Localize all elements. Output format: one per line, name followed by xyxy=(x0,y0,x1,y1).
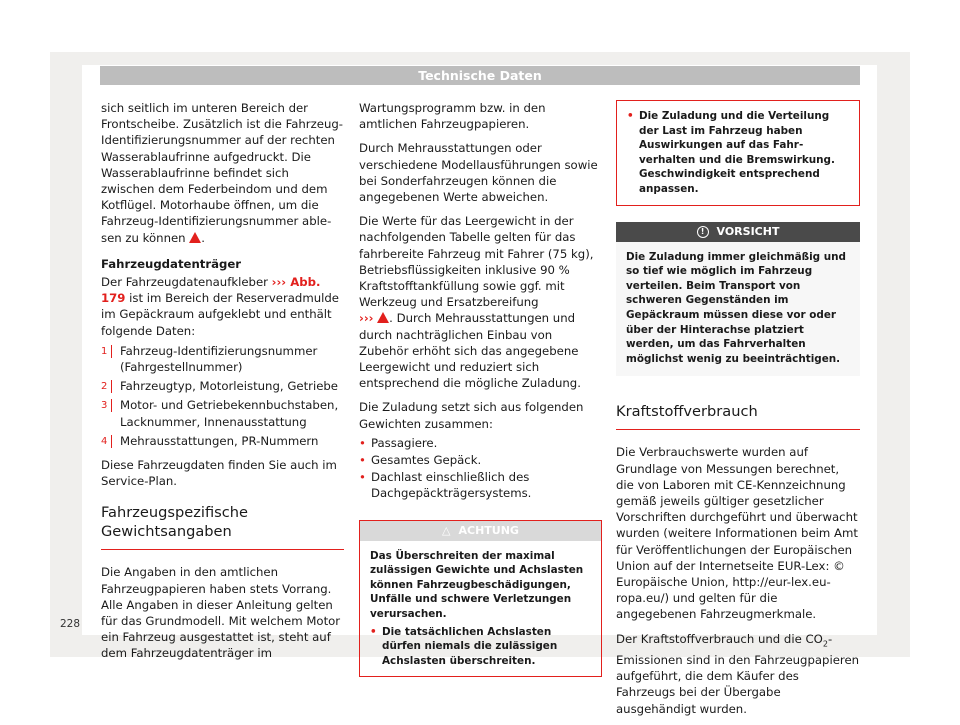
paragraph: Die Angaben in den amtlichen Fahrzeugpapieren haben stets Vorrang. Alle Angaben in dieser Anleitung gelten für das Grundmodell. Mit welchem Motor ein Fahrzeug ausgestattet ist, steht auf dem Fahrzeugdatenträger im xyxy=(101,565,341,661)
page-number: 228 xyxy=(60,618,81,630)
warning-bullet-text: Die Zuladung und die Verteilung der Last im Fahrzeug haben Auswirkungen auf das Fahrverhalten und die Bremswirkung. Geschwindigkeit entsprechend anpassen. xyxy=(639,110,835,195)
list-item-text: Mehrausstattungen, PR-Nummern xyxy=(120,433,319,448)
list-item xyxy=(101,343,344,375)
section-heading: Fahrzeugspezifische Gewichtsangaben xyxy=(101,503,344,550)
bullet-dot-icon: • xyxy=(359,453,366,468)
bullet-list xyxy=(359,435,602,502)
paragraph-text: ist im Bereich der Reserveradmulde im Gepäckraum aufgeklebt und enthält folgende Daten: xyxy=(101,291,339,338)
warning-box-header xyxy=(360,521,601,541)
paragraph xyxy=(101,274,344,339)
paragraph-text: sich seitlich im unteren Bereich der Frontscheibe. Zusätzlich ist die Fahrzeug-Identifizierungsnummer auf der rechten Wasserablaufrinne aufgedruckt. Die Wasserablaufrinne befindet sich zwischen dem Federbeindom und dem Kotflügel. Motorhaube öffnen, um die Fahrzeug-Identifizierungsnummer ablesen zu können xyxy=(101,101,343,245)
bullet-item xyxy=(370,625,591,669)
paragraph: Die Zuladung setzt sich aus folgenden Gewichten zusammen: xyxy=(359,400,584,431)
list-item-text: Fahrzeug-Identifizierungsnummer (Fahrgestellnummer) xyxy=(120,343,318,375)
paragraph: Die Verbrauchswerte wurden auf Grundlage von Messungen berechnet, die von Laboren mit CE-Kennzeichnung gemäß jeweils gültiger gesetzlicher Vorschriften durchgeführt und überwacht wurden (weitere Informationen beim Amt für Veröffentlichungen der Europäischen Union auf der Internetseite EUR-Lex: © Europäische Union, http://eur-lex.europa.eu/) und gelten für die angegebenen Fahrzeugmerkmale. xyxy=(616,445,858,622)
list-number: 1 xyxy=(101,345,112,358)
paragraph xyxy=(101,100,344,246)
caution-text: Die Zuladung immer gleichmäßig und so tief wie möglich im Fahrzeug verteilen. Beim Transport von schweren Gegenständen im Gepäckraum müssen diese vor oder über der Hinterachse platziert werden, um das Fahrverhalten möglichst wenig zu beeinträchtigen. xyxy=(626,250,846,365)
bullet-dot-icon: • xyxy=(370,625,377,638)
paragraph: Durch Mehrausstattungen oder verschiedene Modellausführungen sowie bei Sonderfahrzeugen können die angegebenen Werte abweichen. xyxy=(359,141,598,205)
reference-link[interactable]: ››› xyxy=(359,311,374,326)
caution-box-body xyxy=(616,242,860,377)
bullet-item xyxy=(627,109,849,197)
bullet-dot-icon: • xyxy=(359,435,366,450)
paragraph-text: Der Fahrzeugdatenaufkleber xyxy=(101,275,268,290)
paragraph-text: Der Kraftstoffverbrauch und die CO xyxy=(616,631,823,646)
bullet-text: Dachlast einschließlich des Dachgepäckträgersystems. xyxy=(371,470,532,501)
list-number: 3 xyxy=(101,399,112,412)
bullet-item xyxy=(359,435,602,451)
warning-text: Das Überschreiten der maximal zulässigen Gewichte und Achslasten können Fahrzeugbeschädigungen, Unfälle und schwere Verletzungen verursachen. xyxy=(370,549,584,621)
caution-box xyxy=(616,222,860,377)
paragraph-text: -Emissionen sind in den Fahrzeugpapieren aufgeführt, die dem Käufer des Fahrzeugs bei der Übergabe ausgehändigt wurden. xyxy=(616,631,860,716)
column-left xyxy=(101,100,344,670)
paragraph-text: . Durch Mehrausstattungen und durch nachträglichen Einbau von Zubehör erhöht sich das angegebene Leergewicht und reduziert sich entsprechend die mögliche Zuladung. xyxy=(359,311,581,391)
paragraph: Diese Fahrzeugdaten finden Sie auch im Service-Plan. xyxy=(101,458,337,489)
bullet-dot-icon: • xyxy=(359,470,366,485)
bullet-text: Passagiere. xyxy=(371,435,438,450)
warning-box-body xyxy=(360,541,601,677)
warning-box-body xyxy=(617,101,859,205)
paragraph-text: Die Werte für das Leergewicht in der nachfolgenden Tabelle gelten für das fahrbereite Fahrzeug mit Fahrer (75 kg), Betriebsflüssigkeiten inklusive 90 % Kraftstofftankfüllung sowie ggf. mit Werkzeug und Ersatzbereifung xyxy=(359,214,594,310)
paragraph: Wartungsprogramm bzw. in den amtlichen Fahrzeugpapieren. xyxy=(359,101,546,132)
warning-triangle-icon: △ xyxy=(442,523,451,537)
subheading: Fahrzeugdatenträger xyxy=(101,256,242,271)
bullet-text: Gesamtes Gepäck. xyxy=(371,453,482,468)
section-heading: Kraftstoffverbrauch xyxy=(616,402,860,430)
list-item xyxy=(101,433,344,449)
figure-link[interactable]: ››› Abb. 179 xyxy=(101,275,321,306)
warning-box-title: ACHTUNG xyxy=(458,523,519,537)
list-item-text: Fahrzeugtyp, Motorleistung, Getriebe xyxy=(120,379,338,394)
bullet-item xyxy=(359,469,602,501)
list-item-text: Motor- und Getriebekennbuchstaben, Lacknummer, Innenausstattung xyxy=(120,398,339,429)
warning-box xyxy=(359,520,602,678)
list-number: 4 xyxy=(101,435,112,448)
paragraph xyxy=(359,213,602,391)
paragraph xyxy=(616,631,860,717)
list-item xyxy=(101,378,344,394)
paragraph-end: . xyxy=(201,230,206,245)
caution-box-header xyxy=(616,222,860,242)
list-item xyxy=(101,397,344,429)
warning-icon[interactable] xyxy=(377,312,389,323)
column-middle xyxy=(359,100,602,677)
bullet-dot-icon: • xyxy=(627,110,634,122)
subscript: 2 xyxy=(822,638,828,648)
numbered-list xyxy=(101,343,344,449)
column-right xyxy=(616,100,860,725)
section-header: Technische Daten xyxy=(100,66,860,85)
warning-bullet-text: Die tatsächlichen Achslasten dürfen niemals die zulässigen Achslasten überschreiten. xyxy=(382,625,558,667)
bullet-item xyxy=(359,452,602,468)
warning-icon[interactable] xyxy=(189,232,201,243)
info-circle-icon: ! xyxy=(697,226,709,238)
warning-box-continued xyxy=(616,100,860,206)
list-number: 2 xyxy=(101,380,112,393)
caution-box-title: VORSICHT xyxy=(716,224,780,238)
